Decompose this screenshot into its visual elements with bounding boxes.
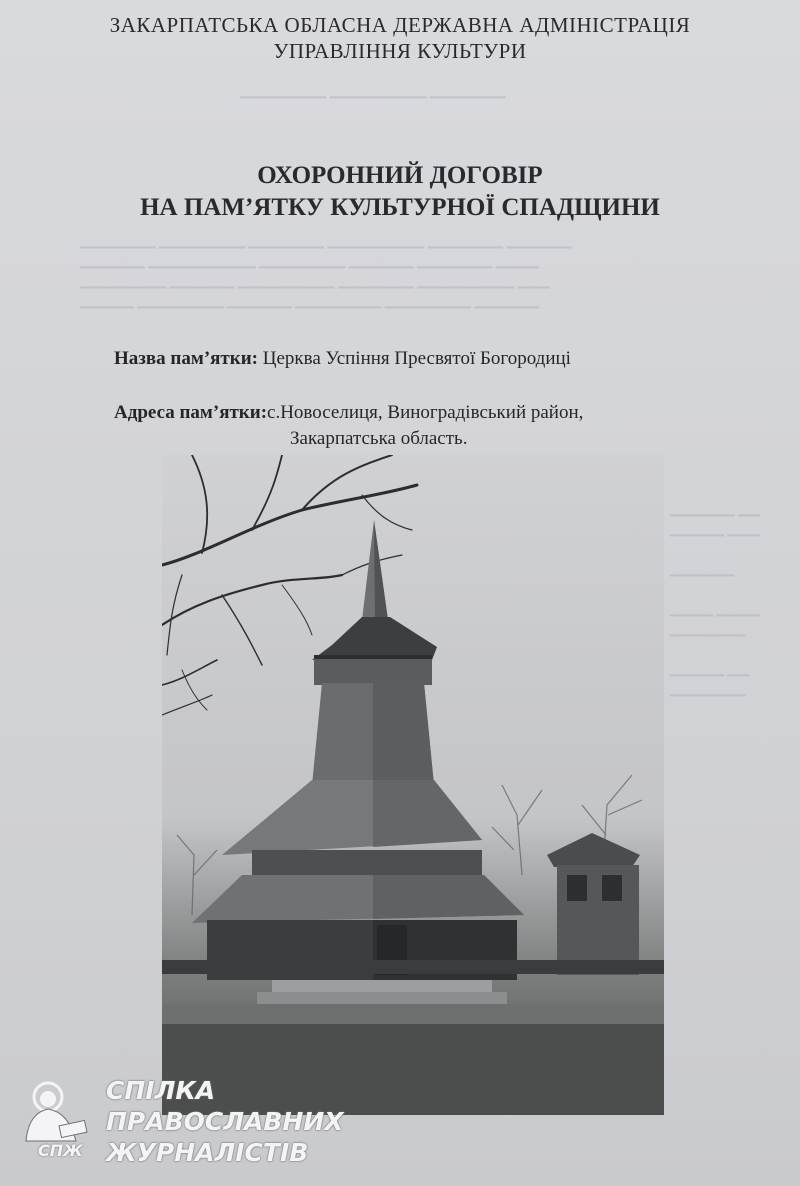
monument-address-value-2: Закарпатська область.	[290, 428, 468, 449]
monument-address-line-2	[290, 426, 467, 452]
spzh-watermark	[18, 1075, 344, 1175]
monument-address-label: Адреса пам’ятки:	[114, 402, 268, 423]
church-illustration	[162, 455, 664, 1115]
header-line-1: ЗАКАРПАТСЬКА ОБЛАСНА ДЕРЖАВНА АДМІНІСТРАЦІЯ	[109, 13, 691, 37]
header-line-2: УПРАВЛІННЯ КУЛЬТУРИ	[273, 39, 527, 63]
monument-address-field	[114, 400, 583, 426]
monument-address-value-1: с.Новоселиця, Виноградівський район,	[267, 402, 584, 423]
spzh-logo-text: СПЖ	[38, 1141, 83, 1160]
document-title	[0, 160, 800, 224]
monument-name-label: Назва пам’ятки:	[114, 348, 258, 369]
wooden-church-photo	[162, 455, 664, 1115]
wordmark-line-2: ПРАВОСЛАВНИХ	[106, 1107, 344, 1136]
title-line-1: ОХОРОННИЙ ДОГОВІР	[257, 162, 543, 189]
show-through-text: ▁▁▁▁▁▁ ▁▁ ▁▁▁▁▁ ▁▁▁ ▁▁▁▁▁▁ ▁▁▁▁ ▁▁▁▁ ▁▁▁▁▁▁▁ ▁▁▁▁▁ ▁▁ ▁▁▁▁▁▁▁	[670, 502, 760, 697]
monument-name-field	[114, 346, 571, 372]
show-through-text: ▁▁▁▁▁▁▁ ▁▁▁▁▁▁▁▁ ▁▁▁▁▁▁▁ ▁▁▁▁▁▁▁▁▁ ▁▁▁▁▁▁▁ ▁▁▁▁▁▁ ▁▁▁▁▁▁ ▁▁▁▁▁▁▁▁▁▁ ▁▁▁▁▁▁▁▁ ▁▁▁▁▁▁ ▁▁▁▁▁▁▁ ▁▁▁▁ ▁▁▁▁▁▁▁▁ ▁▁▁▁▁▁ ▁▁▁▁▁▁▁▁▁ ▁▁▁▁▁▁▁ ▁▁▁▁▁▁▁▁▁ ▁▁▁ ▁▁▁▁▁ ▁▁▁▁▁▁▁▁ ▁▁▁▁▁▁ ▁▁▁▁▁▁▁▁ ▁▁▁▁▁▁▁▁ ▁▁▁▁▁▁	[80, 234, 572, 309]
monument-name-value: Церква Успіння Пресвятої Богородиці	[257, 348, 571, 369]
show-through-text: ▁▁▁▁▁▁▁▁ ▁▁▁▁▁▁▁▁▁ ▁▁▁▁▁▁▁	[240, 84, 506, 99]
wordmark-line-1: СПІЛКА	[106, 1076, 216, 1105]
issuer-header	[0, 12, 800, 64]
spzh-wordmark	[106, 1075, 344, 1168]
title-line-2: НА ПАМ’ЯТКУ КУЛЬТУРНОЇ СПАДЩИНИ	[140, 194, 660, 221]
wordmark-line-3: ЖУРНАЛІСТІВ	[106, 1138, 309, 1167]
